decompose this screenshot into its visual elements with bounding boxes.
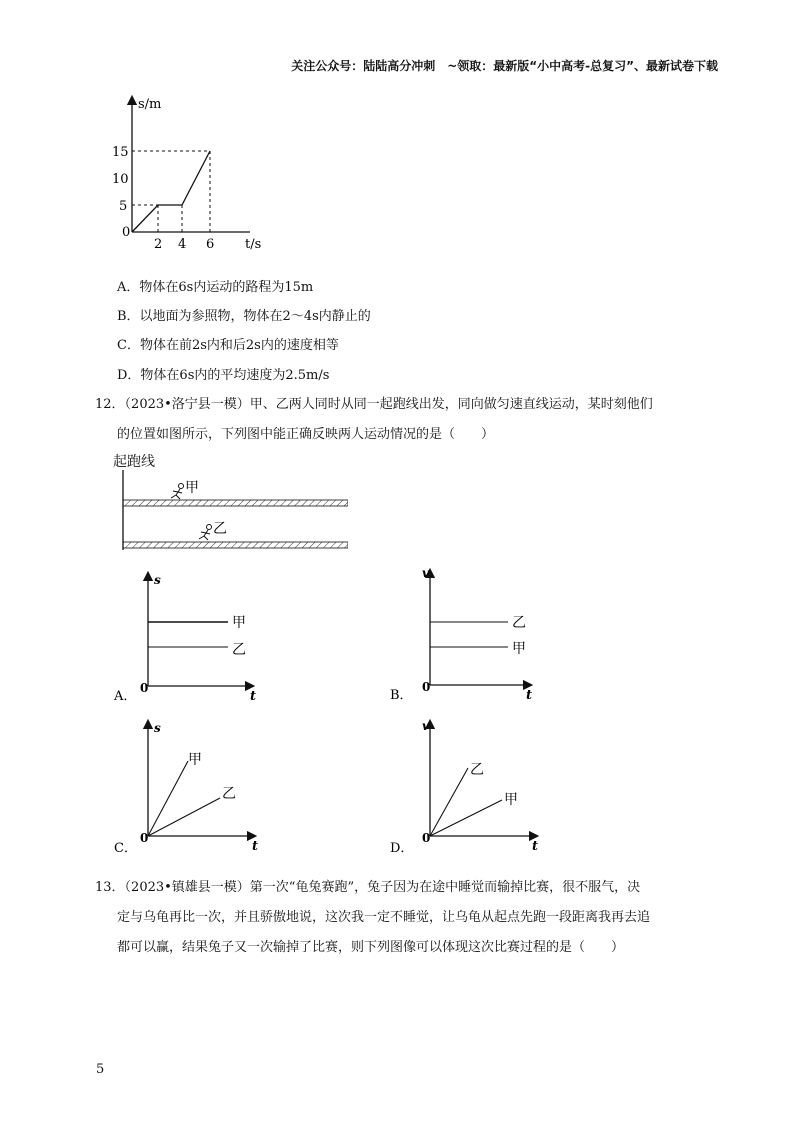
runner-b-label: 乙 [213, 521, 227, 537]
graph-a [112, 568, 272, 703]
graph-q11-st [110, 92, 280, 252]
option-a: A．物体在6s内运动的路程为15m [117, 280, 314, 295]
y-tick-10: 10 [112, 172, 129, 187]
question-13 [95, 873, 735, 963]
y-axis-label: s/m [138, 97, 162, 112]
y-tick-15: 15 [112, 145, 129, 160]
graph-c-label-top: 甲 [188, 752, 202, 768]
graph-b-origin: 0 [422, 680, 431, 694]
page-header: 关注公众号：陆陆高分冲刺 ~领取：最新版“小中高考-总复习”、最新试卷下载 [291, 59, 718, 73]
graph-d-origin: 0 [422, 831, 431, 845]
graph-d-x-label: t [532, 839, 539, 854]
runner-a-icon [171, 484, 184, 500]
page-number: 5 [96, 1062, 105, 1077]
graph-b-x-label: t [526, 688, 533, 703]
graph-d-y-label: v [422, 719, 429, 733]
graph-d-label-top: 乙 [470, 762, 484, 778]
graph-b-y-label: v [422, 566, 429, 580]
track-illustration [118, 470, 348, 555]
y-tick-5: 5 [119, 199, 128, 214]
graph-c-line-shallow [148, 798, 220, 836]
x-tick-2: 2 [154, 237, 163, 252]
start-line-label: 起跑线 [113, 454, 155, 470]
graph-b-label-bottom: 甲 [512, 641, 526, 657]
graph-a-x-label: t [250, 689, 257, 703]
q12-line1: 12．（2023•洛宁县一模）甲、乙两人同时从同一起跑线出发，同向做匀速直线运动，某时刻他们 [95, 397, 653, 412]
graph-c-y-label: s [154, 721, 161, 735]
x-axis-label: t/s [245, 237, 262, 252]
lane-divider-top [123, 500, 348, 506]
graph-d-line-steep [430, 768, 468, 836]
graph-c-origin: 0 [140, 831, 149, 845]
option-d: D．物体在6s内的平均速度为2.5m/s [117, 368, 330, 383]
graph-c [112, 716, 272, 856]
x-tick-6: 6 [206, 237, 215, 252]
graph-c-line-steep [148, 761, 188, 836]
x-tick-4: 4 [178, 237, 187, 252]
option-c: C．物体在前2s内和后2s内的速度相等 [117, 338, 339, 353]
runner-b-icon [199, 525, 212, 541]
graph-c-letter: C． [114, 841, 137, 856]
graph-b-label-top: 乙 [512, 615, 526, 631]
graph-d-label-bottom: 甲 [504, 792, 518, 808]
origin-label: 0 [122, 225, 131, 240]
runner-a-label: 甲 [185, 480, 199, 496]
graph-c-x-label: t [252, 839, 259, 854]
q13-line3: 都可以赢，结果兔子又一次输掉了比赛，则下列图像可以体现这次比赛过程的是（ ） [117, 940, 625, 955]
option-b: B．以地面为参照物，物体在2～4s内静止的 [117, 309, 371, 324]
graph-b-letter: B． [390, 688, 413, 703]
graph-a-letter: A． [114, 689, 137, 703]
graph-d-letter: D． [390, 841, 414, 856]
graph-d-line-shallow [430, 800, 502, 836]
q12-line2: 的位置如图所示，下列图中能正确反映两人运动情况的是（ ） [117, 427, 495, 442]
graph-a-origin: 0 [140, 681, 149, 695]
graph-c-label-bottom: 乙 [222, 786, 236, 802]
graph-b [388, 565, 548, 703]
q13-line1: 13．（2023•镇雄县一模）第一次“龟兔赛跑”，兔子因为在途中睡觉而输掉比赛，很不服气，决 [95, 880, 641, 895]
lane-divider-bottom [123, 542, 348, 548]
question-12 [95, 390, 735, 450]
graph-d [388, 716, 548, 856]
graph-a-label-bottom: 乙 [232, 642, 246, 658]
q13-line2: 定与乌龟再比一次，并且骄傲地说，这次我一定不睡觉，让乌龟从起点先跑一段距离我再去追 [117, 910, 651, 925]
graph-a-y-label: s [154, 573, 161, 587]
st-line [132, 151, 210, 232]
graph-a-label-top: 甲 [232, 615, 246, 631]
